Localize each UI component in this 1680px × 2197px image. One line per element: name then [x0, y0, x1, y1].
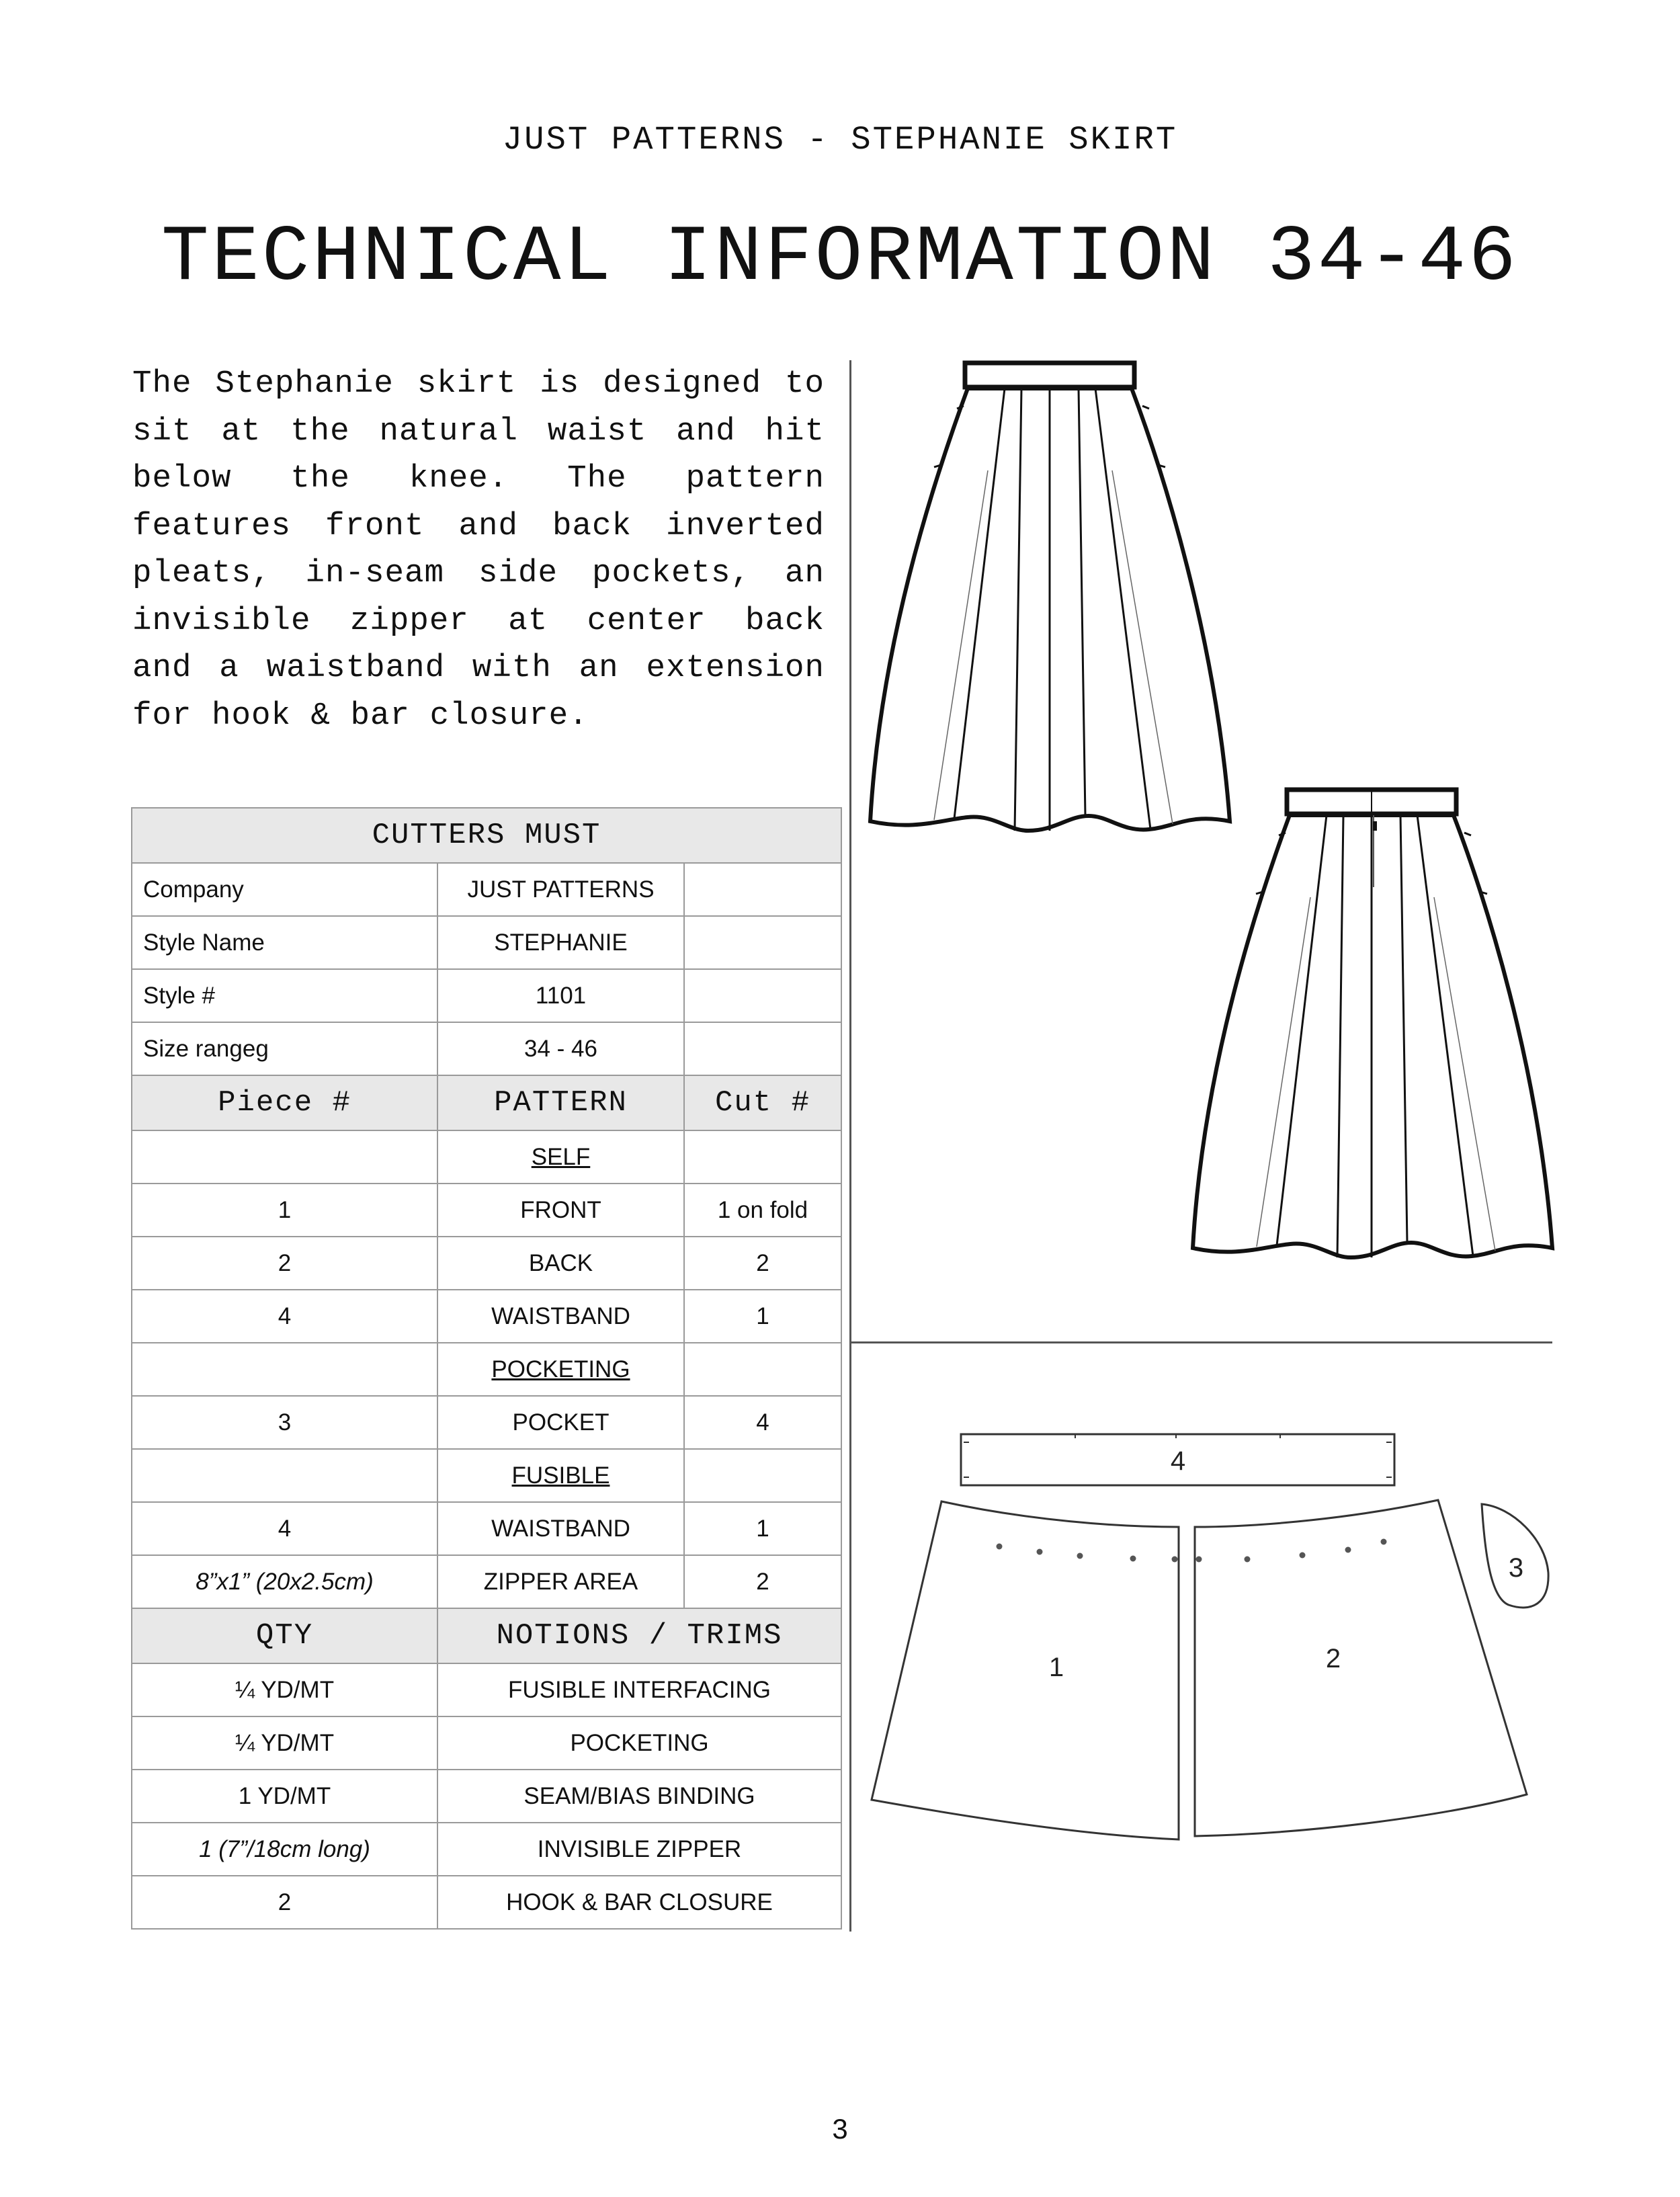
fabric-section-label: SELF: [437, 1130, 684, 1184]
piece-number: 4: [132, 1290, 437, 1343]
notion-qty: 1 (7”/18cm long): [132, 1823, 437, 1876]
info-label: Size rangeg: [132, 1022, 437, 1075]
description-paragraph: The Stephanie skirt is designed to sit at the natural waist and hit below the knee. The pattern features front and back inverted pleats, in-seam side pockets, an invisible zipper at center back and a waistband with an extension for hook & bar closure.: [132, 366, 825, 734]
notion-item: INVISIBLE ZIPPER: [437, 1823, 841, 1876]
pattern-name: ZIPPER AREA: [437, 1555, 684, 1608]
piece-header: Piece #: [132, 1075, 437, 1130]
info-label: Company: [132, 863, 437, 916]
info-value: 34 - 46: [437, 1022, 684, 1075]
piece-number: 8”x1” (20x2.5cm): [132, 1555, 437, 1608]
piece-number: 1: [132, 1184, 437, 1237]
info-value: 1101: [437, 969, 684, 1022]
notion-qty: ¼ YD/MT: [132, 1716, 437, 1770]
info-label: Style Name: [132, 916, 437, 969]
info-label: Style #: [132, 969, 437, 1022]
back-skirt-flat: [1193, 790, 1552, 1257]
notion-item: SEAM/BIAS BINDING: [437, 1770, 841, 1823]
back-piece: [1195, 1500, 1527, 1836]
pattern-name: WAISTBAND: [437, 1502, 684, 1555]
piece-number: 2: [132, 1237, 437, 1290]
pattern-header: PATTERN: [437, 1075, 684, 1130]
front-piece-number: 1: [1048, 1653, 1064, 1682]
cut-count: 2: [684, 1237, 841, 1290]
cut-count: 1: [684, 1290, 841, 1343]
pocket-piece-number: 3: [1508, 1553, 1524, 1583]
waistband-piece-number: 4: [1170, 1446, 1186, 1476]
pattern-name: POCKET: [437, 1396, 684, 1449]
fabric-section-label: FUSIBLE: [437, 1449, 684, 1502]
pattern-name: BACK: [437, 1237, 684, 1290]
cut-header: Cut #: [684, 1075, 841, 1130]
notion-item: HOOK & BAR CLOSURE: [437, 1876, 841, 1929]
brand-line: JUST PATTERNS - STEPHANIE SKIRT: [502, 121, 1178, 159]
notion-qty: 1 YD/MT: [132, 1770, 437, 1823]
notion-item: FUSIBLE INTERFACING: [437, 1663, 841, 1716]
pattern-name: WAISTBAND: [437, 1290, 684, 1343]
piece-number: 3: [132, 1396, 437, 1449]
pattern-name: FRONT: [437, 1184, 684, 1237]
piece-number: 4: [132, 1502, 437, 1555]
back-piece-number: 2: [1325, 1644, 1341, 1673]
cut-count: 1: [684, 1502, 841, 1555]
notions-header: NOTIONS / TRIMS: [437, 1608, 841, 1663]
pattern-pieces: [872, 1434, 1548, 1839]
cut-count: 4: [684, 1396, 841, 1449]
cut-count: 1 on fold: [684, 1184, 841, 1237]
info-value: JUST PATTERNS: [437, 863, 684, 916]
notion-qty: ¼ YD/MT: [132, 1663, 437, 1716]
front-piece: [872, 1501, 1179, 1839]
info-value: STEPHANIE: [437, 916, 684, 969]
notion-qty: 2: [132, 1876, 437, 1929]
front-skirt-flat: [870, 363, 1230, 831]
qty-header: QTY: [132, 1608, 437, 1663]
fabric-section-label: POCKETING: [437, 1343, 684, 1396]
notion-item: POCKETING: [437, 1716, 841, 1770]
page-title: TECHNICAL INFORMATION 34-46: [161, 214, 1519, 303]
page-number: 3: [832, 2113, 848, 2145]
cut-count: 2: [684, 1555, 841, 1608]
table-heading: CUTTERS MUST: [132, 808, 841, 863]
